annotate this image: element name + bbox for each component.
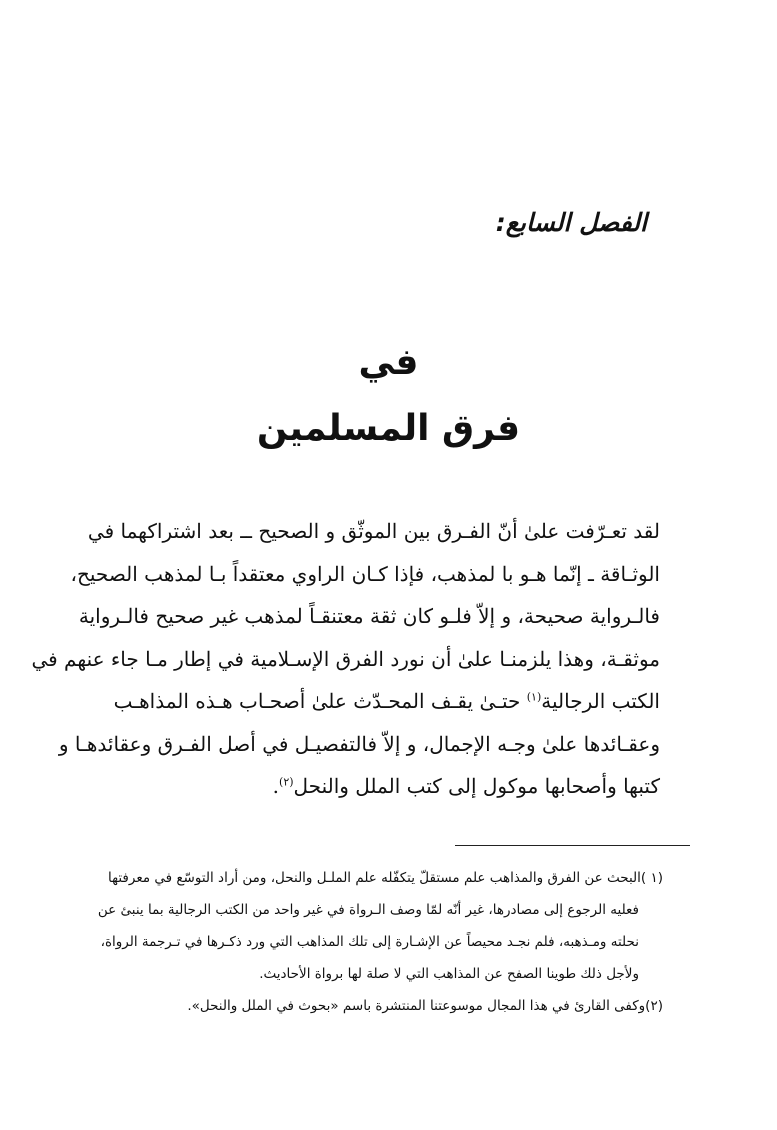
- body-line-5-end: حتـىٰ يقـف المحـدّث علىٰ أصحـاب هـذه المذاهـب: [113, 689, 521, 713]
- body-line-7-text: كتبها وأصحابها موكول إلى كتب الملل والنحل: [293, 774, 660, 798]
- footnote-ref-2[interactable]: (٢): [279, 775, 294, 789]
- body-line-4: موثقـة، وهذا يلزمنـا علىٰ أن نورد الفرق الإسـلامية في إطار مـا جاء عنهم في: [31, 646, 660, 671]
- footnote-1-line-3: نحلته ومـذهبه، فلم نجـد محيصاً عن الإشـارة إلى تلك المذاهب التي ورد ذكـرها في تـرجمة الرواة،: [100, 934, 639, 950]
- body-line-7: [118, 765, 660, 808]
- body-line-3: فالـرواية صحيحة، و إلاّ فلـو كان ثقة معتنقـاً لمذهب غير صحيح فالـرواية: [78, 604, 660, 628]
- footnote-2: (٢)وكفى القارئ في هذا المجال موسوعتنا المنتشرة باسم «بحوث في الملل والنحل».: [187, 998, 663, 1014]
- footnote-1-line-2: فعليه الرجوع إلى مصادرها، غير أنّه لمّا وصف الـرواة في غير واحد من الكتب الرجالية بما ينبئ عن: [97, 902, 639, 918]
- footnotes: [97, 862, 663, 1022]
- body-line-1: لقد تعـرّفت علىٰ أنّ الفـرق بين الموثّق و الصحيح ــ بعد اشتراكهما في: [87, 519, 660, 543]
- body-line-5-start: الكتب الرجالية: [541, 689, 660, 713]
- body-end-period: .: [272, 774, 280, 798]
- chapter-title-line-1: في: [358, 342, 419, 383]
- footnote-1-line-1: (١ )البحث عن الفرق والمذاهب علم مستقلّ يتكفّله علم الملـل والنحل، ومن أراد التوسّع في معرفتها: [108, 870, 663, 886]
- chapter-title-line-2: فرق المسلمين: [256, 408, 521, 449]
- body-line-6: وعقـائدها علىٰ وجـه الإجمال، و إلاّ فالتفصيـل في أصل الفـرق وعقائدهـا و: [58, 731, 660, 756]
- footnote-1-line-4: ولأجل ذلك طوينا الصفح عن المذاهب التي لا صلة لها برواة الأحاديث.: [259, 966, 639, 982]
- body-line-2: الوثـاقة ـ إنّما هـو با لمذهب، فإذا كـان الراوي معتقداً بـا لمذهب الصحيح،: [70, 561, 660, 586]
- body-line-5: [113, 680, 660, 723]
- chapter-label: الفصل السابع:: [495, 208, 647, 237]
- footnote-divider: [455, 845, 690, 846]
- body-paragraph: [31, 510, 660, 808]
- footnote-ref-1[interactable]: (١): [526, 690, 542, 704]
